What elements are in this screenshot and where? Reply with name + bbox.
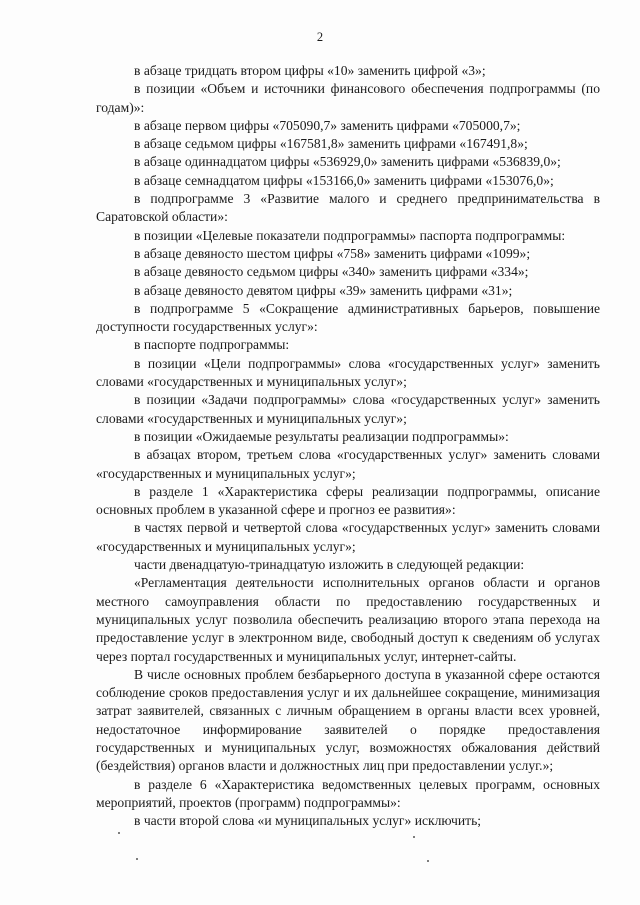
paragraph: в позиции «Ожидаемые результаты реализации подпрограммы»: (134, 428, 509, 444)
paragraph: в частях первой и четвертой слова «государственных услуг» заменить словами «государственных и муниципальных услуг»; (96, 520, 600, 554)
paragraph: в абзаце девяносто шестом цифры «758» заменить цифрами «1099»; (134, 245, 531, 261)
paragraph: в позиции «Объем и источники финансового обеспечения подпрограммы (по годам)»: (96, 81, 600, 115)
paragraph: в абзаце девяносто девятом цифры «39» заменить цифрами «31»; (134, 282, 513, 298)
paragraph: в паспорте подпрограммы: (134, 337, 290, 353)
document-body (96, 62, 600, 830)
paragraph: в абзаце седьмом цифры «167581,8» заменить цифрами «167491,8»; (134, 136, 528, 152)
scan-speck (413, 836, 415, 838)
paragraph: в абзаце тридцать втором цифры «10» заменить цифрой «3»; (134, 63, 486, 78)
paragraph: в подпрограмме 3 «Развитие малого и среднего предпринимательства в Саратовской области»: (96, 191, 600, 225)
scan-speck (427, 860, 429, 862)
page-number: 2 (316, 30, 324, 44)
paragraph: в разделе 1 «Характеристика сферы реализации подпрограммы, описание основных проблем в указанной сфере и прогноз ее развития»: (96, 483, 600, 518)
paragraph: в подпрограмме 5 «Сокращение административных барьеров, повышение доступности государственных услуг»: (96, 300, 600, 335)
paragraph: в части второй слова «и муниципальных услуг» исключить; (134, 813, 482, 829)
scan-speck (118, 832, 120, 834)
paragraph: в абзаце первом цифры «705090,7» заменить цифрами «705000,7»; (134, 117, 521, 133)
paragraph: в абзацах втором, третьем слова «государственных услуг» заменить словами «государственных и муниципальных услуг»; (96, 447, 600, 481)
paragraph: в позиции «Целевые показатели подпрограммы» паспорта подпрограммы: (134, 227, 566, 243)
paragraph: в позиции «Задачи подпрограммы» слова «государственных услуг» заменить словами «государственных и муниципальных услуг»; (96, 392, 600, 426)
paragraph: «Регламентация деятельности исполнительных органов области и органов местного самоуправления области по предоставлению государственных и муниципальных услуг позволила обеспечить реализацию второго этапа перехода на предоставление услуг в электронном виде, свободный доступ к сведениям об услугах через портал государственных и муниципальных услуг, интернет-сайты. (96, 575, 600, 664)
paragraph: в абзаце девяносто седьмом цифры «340» заменить цифрами «334»; (134, 264, 529, 280)
paragraph: в абзаце одиннадцатом цифры «536929,0» заменить цифрами «536839,0»; (134, 154, 561, 170)
paragraph: в разделе 6 «Характеристика ведомственных целевых программ, основных мероприятий, проектов (программ) подпрограммы»: (96, 776, 600, 810)
paragraph: части двенадцатую-тринадцатую изложить в следующей редакции: (134, 557, 525, 573)
paragraph: в абзаце семнадцатом цифры «153166,0» заменить цифрами «153076,0»; (134, 172, 554, 188)
paragraph: в позиции «Цели подпрограммы» слова «государственных услуг» заменить словами «государственных и муниципальных услуг»; (96, 355, 600, 390)
paragraph: В числе основных проблем безбарьерного доступа в указанной сфере остаются соблюдение сроков предоставления услуг и их дальнейшее сокращение, минимизация затрат заявителей, связанных с личным обращением в органы власти всех уровней, недостаточное информирование заявителей о порядке предоставления государственных и муниципальных услуг, возможностях обжалования действий (бездействия) органов власти и должностных лиц при предоставлении услуг.»; (96, 666, 600, 774)
scan-speck (136, 858, 138, 860)
